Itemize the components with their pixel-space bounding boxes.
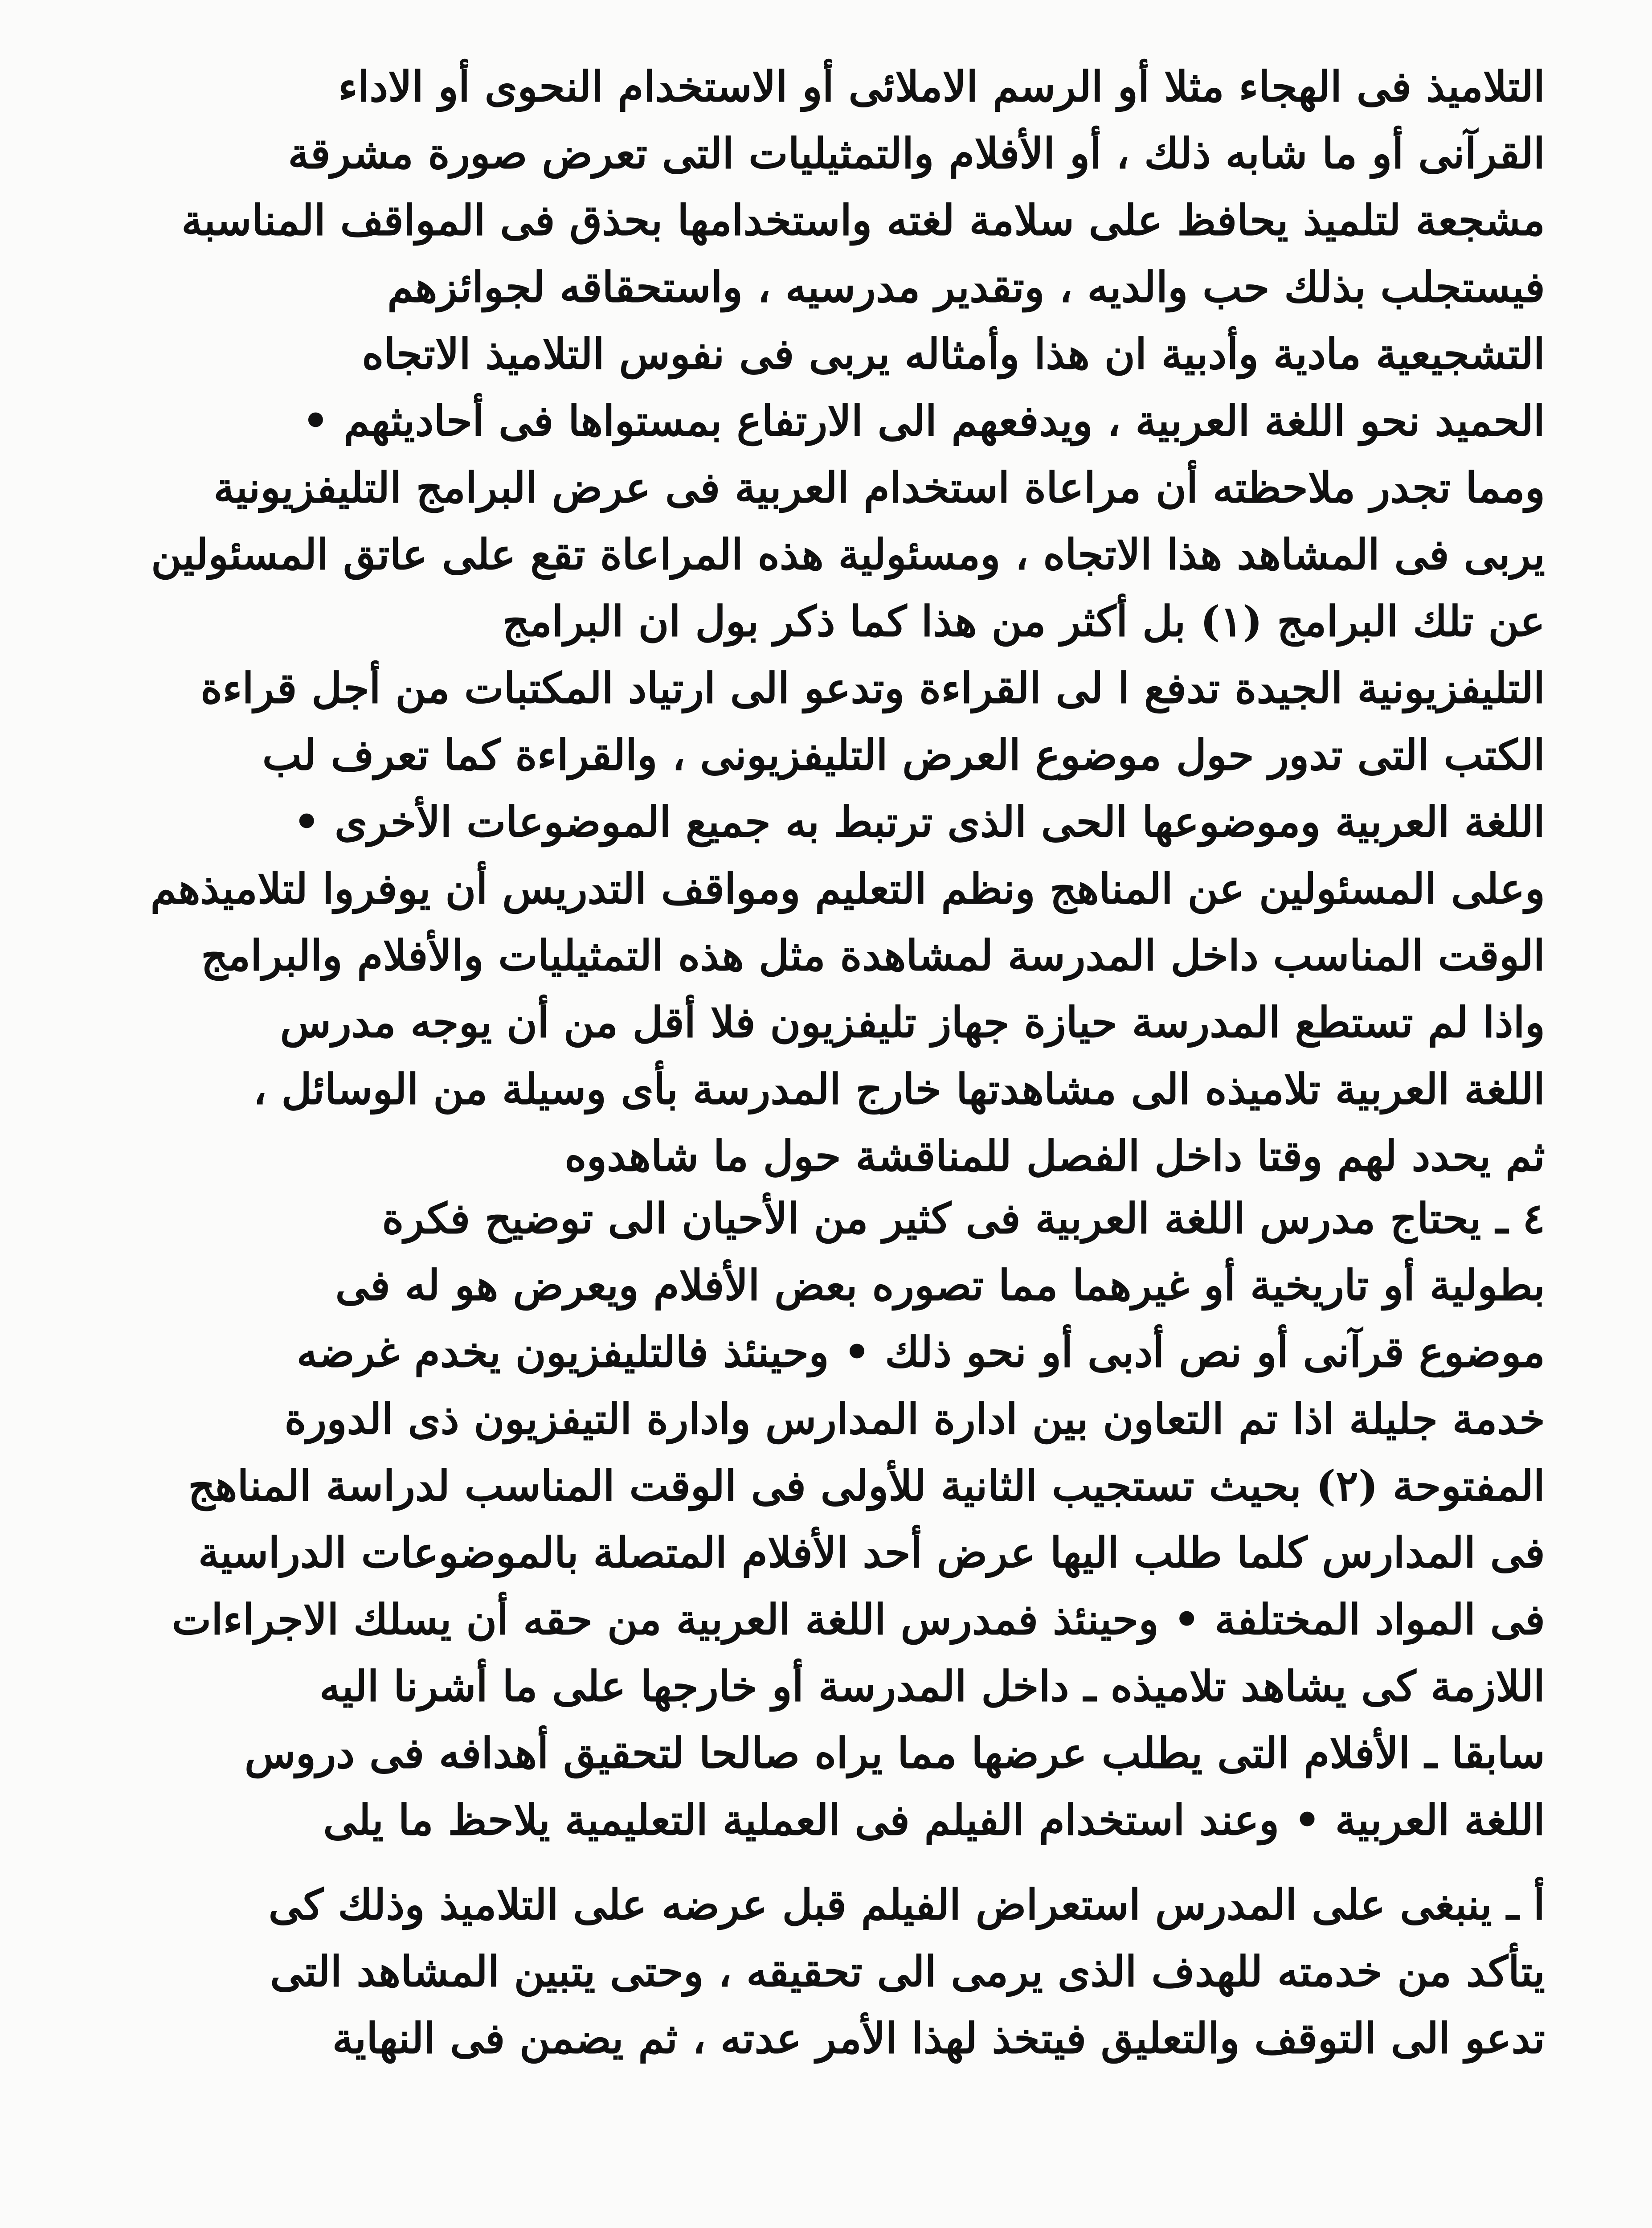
text-line: اللازمة كى يشاهد تلاميذه ـ داخل المدرسة أو خارجها على ما أشرنا اليه (319, 1662, 1545, 1711)
text-line: بطولية أو تاريخية أو غيرهما مما تصوره بعض الأفلام ويعرض هو له فى (335, 1261, 1545, 1310)
text-line: يتأكد من خدمته للهدف الذى يرمى الى تحقيقه ، وحتى يتبين المشاهد التى (270, 1947, 1545, 1996)
text-line: المفتوحة (٢) بحيث تستجيب الثانية للأولى فى الوقت المناسب لدراسة المناهج (188, 1462, 1545, 1511)
text-line: تدعو الى التوقف والتعليق فيتخذ لهذا الأمر عدته ، ثم يضمن فى النهاية (332, 2014, 1545, 2063)
text-line: الحميد نحو اللغة العربية ، ويدفعهم الى الارتفاع بمستواها فى أحاديثهم • (302, 397, 1545, 446)
text-line: الوقت المناسب داخل المدرسة لمشاهدة مثل هذه التمثيليات والأفلام والبرامج (201, 931, 1545, 980)
text-line: وعلى المسئولين عن المناهج ونظم التعليم ومواقف التدريس أن يوفروا لتلاميذهم (150, 864, 1545, 913)
text-line: فى المدارس كلما طلب اليها عرض أحد الأفلام المتصلة بالموضوعات الدراسية (198, 1528, 1545, 1577)
text-line: خدمة جليلة اذا تم التعاون بين ادارة المدارس وادارة التيفزيون ذى الدورة (284, 1395, 1545, 1444)
text-line: يربى فى المشاهد هذا الاتجاه ، ومسئولية هذه المراعاة تقع على عاتق المسئولين (151, 530, 1545, 579)
text-line: ٤ ـ يحتاج مدرس اللغة العربية فى كثير من الأحيان الى توضيح فكرة (382, 1194, 1545, 1243)
text-line: الكتب التى تدور حول موضوع العرض التليفزيونى ، والقراءة كما تعرف لب (262, 731, 1545, 780)
text-line: اللغة العربية • وعند استخدام الفيلم فى العملية التعليمية يلاحظ ما يلى (323, 1796, 1545, 1845)
text-line: سابقا ـ الأفلام التى يطلب عرضها مما يراه صالحا لتحقيق أهدافه فى دروس (244, 1729, 1545, 1778)
text-line: اللغة العربية تلاميذه الى مشاهدتها خارج المدرسة بأى وسيلة من الوسائل ، (253, 1065, 1545, 1114)
text-line: مشجعة لتلميذ يحافظ على سلامة لغته واستخدامها بحذق فى المواقف المناسبة (181, 196, 1545, 245)
text-line: فى المواد المختلفة • وحينئذ فمدرس اللغة العربية من حقه أن يسلك الاجراءات (172, 1595, 1545, 1644)
text-line: ثم يحدد لهم وقتا داخل الفصل للمناقشة حول ما شاهدوه (564, 1132, 1545, 1181)
body-paragraph (116, 53, 1545, 1190)
text-line: موضوع قرآنى أو نص أدبى أو نحو ذلك • وحينئذ فالتليفزيون يخدم غرضه (296, 1328, 1545, 1377)
text-line: أ ـ ينبغى على المدرس استعراض الفيلم قبل عرضه على التلاميذ وذلك كى (268, 1880, 1545, 1929)
text-line: التلاميذ فى الهجاء مثلا أو الرسم الاملائى أو الاستخدام النحوى أو الاداء (338, 62, 1545, 111)
text-line: اللغة العربية وموضوعها الحى الذى ترتبط به جميع الموضوعات الأخرى • (293, 798, 1545, 847)
text-line: القرآنى أو ما شابه ذلك ، أو الأفلام والتمثيليات التى تعرض صورة مشرقة (288, 129, 1545, 178)
text-line: فيستجلب بذلك حب والديه ، وتقدير مدرسيه ، واستحقاقه لجوائزهم (387, 263, 1545, 312)
text-line: عن تلك البرامج (١) بل أكثر من هذا كما ذكر بول ان البرامج (502, 597, 1545, 646)
paragraph-gap (116, 1854, 1545, 1872)
text-line: التشجيعية مادية وأدبية ان هذا وأمثاله يربى فى نفوس التلاميذ الاتجاه (362, 330, 1545, 379)
text-line: ومما تجدر ملاحظته أن مراعاة استخدام العربية فى عرض البرامج التليفزيونية (213, 463, 1545, 512)
numbered-paragraph-4 (116, 1185, 1545, 2072)
text-line: واذا لم تستطع المدرسة حيازة جهاز تليفزيون فلا أقل من أن يوجه مدرس (280, 998, 1545, 1047)
text-line: التليفزيونية الجيدة تدفع ا لى القراءة وتدعو الى ارتياد المكتبات من أجل قراءة (200, 664, 1545, 713)
